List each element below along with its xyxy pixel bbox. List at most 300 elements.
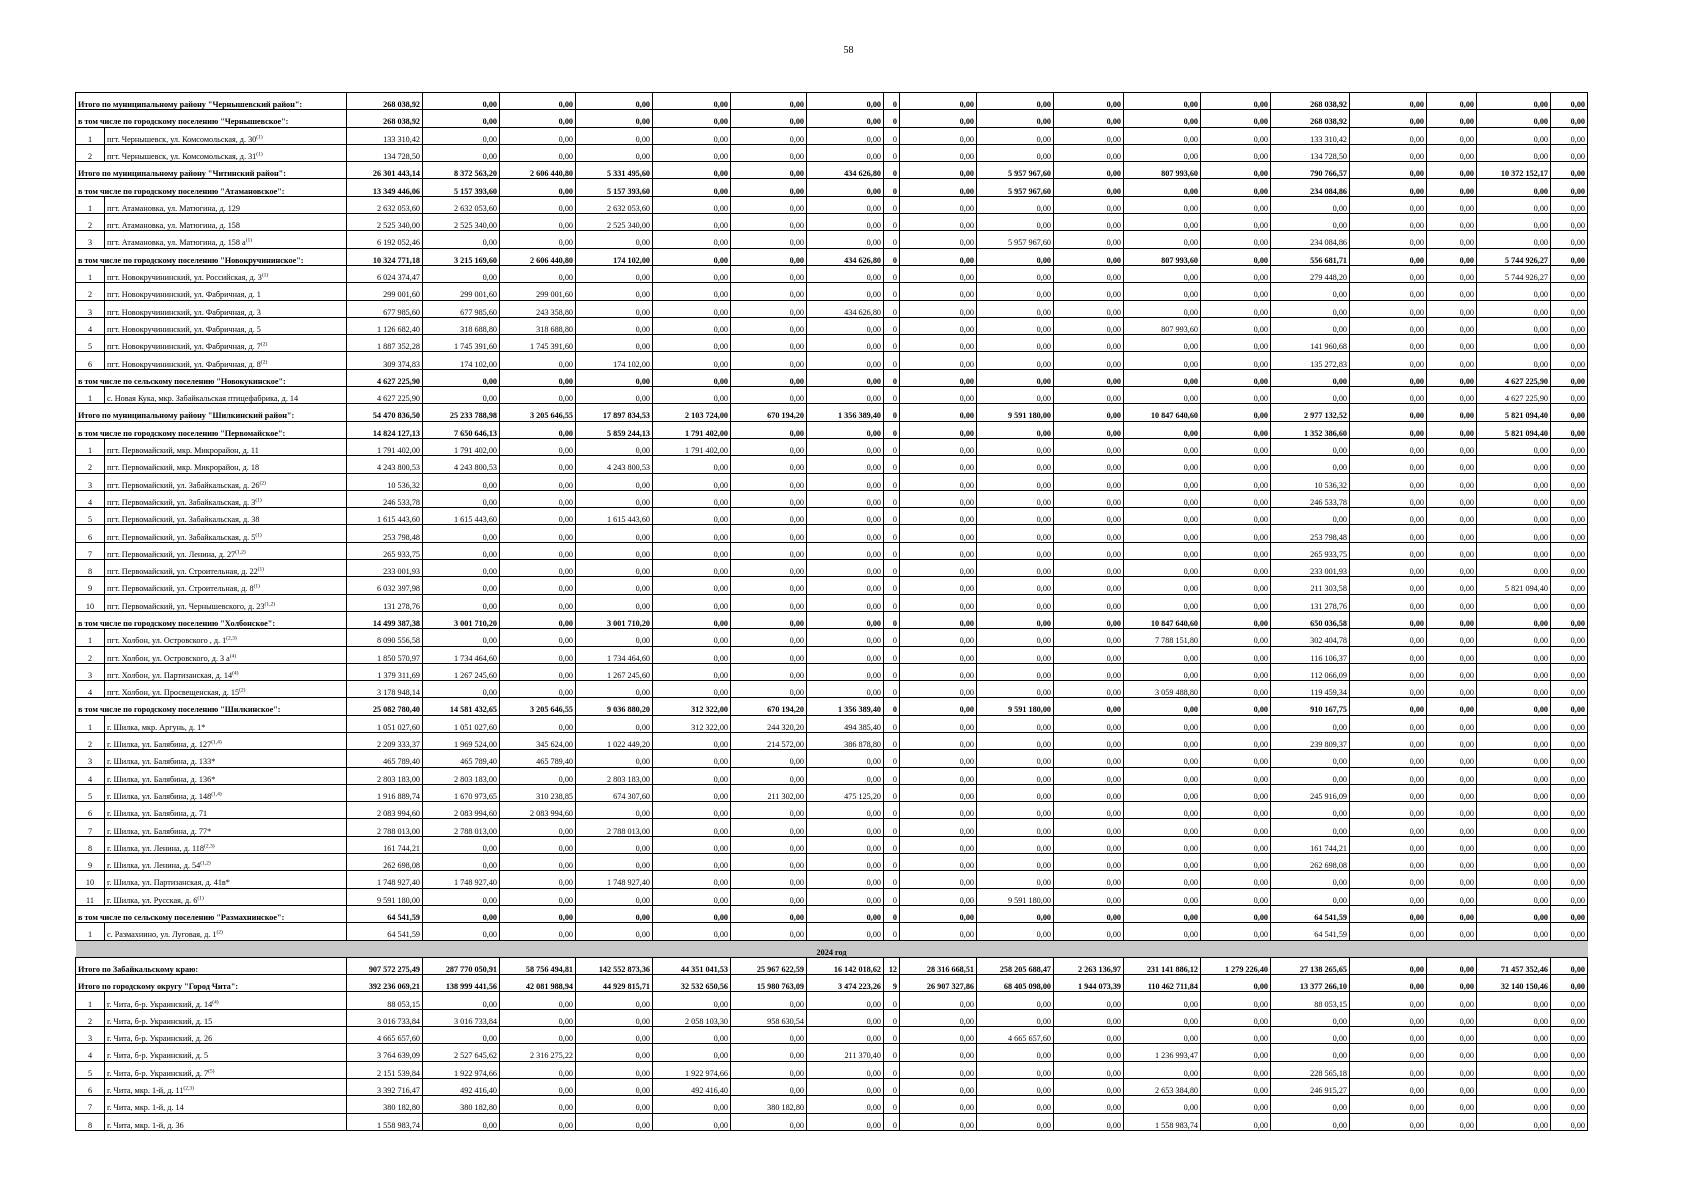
value-cell: 0,00	[1350, 663, 1427, 680]
value-cell: 0,00	[653, 335, 731, 352]
value-cell: 0,00	[900, 750, 977, 767]
value-cell: 0,00	[977, 767, 1054, 784]
table-row	[76, 542, 1588, 559]
value-cell: 0,00	[1124, 456, 1201, 473]
value-cell: 0,00	[1350, 490, 1427, 507]
value-cell: 0,00	[1427, 127, 1477, 144]
value-cell: 0,00	[900, 629, 977, 646]
value-cell: 0,00	[423, 992, 500, 1009]
value-cell: 0,00	[1427, 1009, 1477, 1026]
value-cell: 1 279 226,40	[1201, 957, 1271, 974]
value-cell: 0,00	[1427, 888, 1477, 905]
value-cell: 0,00	[1271, 508, 1350, 525]
value-cell: 556 681,71	[1271, 248, 1350, 265]
value-cell: 0,00	[1201, 905, 1271, 922]
value-cell: 0,00	[977, 854, 1054, 871]
value-cell: 0	[884, 317, 900, 334]
page-number: 58	[843, 45, 854, 56]
value-cell: 0,00	[731, 577, 807, 594]
footnote-marker: (2,3)	[204, 843, 215, 850]
value-cell: 0,00	[1551, 369, 1588, 386]
value-cell: 0,00	[1271, 1009, 1350, 1026]
value-cell: 0,00	[1551, 905, 1588, 922]
value-cell: 0,00	[1201, 352, 1271, 369]
value-cell: 0,00	[731, 248, 807, 265]
value-cell: 0,00	[1477, 1078, 1551, 1095]
row-number: 5	[76, 508, 105, 525]
subtotal-label: в том числе по городскому поселению "Новокручининское":	[76, 248, 347, 265]
value-cell: 0,00	[1054, 369, 1124, 386]
value-cell: 0,00	[1427, 162, 1477, 179]
value-cell: 0,00	[1124, 784, 1201, 801]
row-number: 5	[76, 335, 105, 352]
value-cell: 0,00	[807, 214, 884, 231]
value-cell: 9 591 180,00	[977, 888, 1054, 905]
table-row	[76, 819, 1588, 836]
value-cell: 0,00	[500, 1009, 576, 1026]
value-cell: 0,00	[1054, 231, 1124, 248]
value-cell: 0,00	[653, 750, 731, 767]
value-cell: 0,00	[1124, 871, 1201, 888]
value-cell: 6 032 397,98	[347, 577, 423, 594]
table-row	[76, 802, 1588, 819]
value-cell: 0,00	[1201, 335, 1271, 352]
row-number: 6	[76, 802, 105, 819]
value-cell: 0,00	[731, 300, 807, 317]
value-cell: 0,00	[1477, 525, 1551, 542]
value-cell: 0,00	[1054, 1078, 1124, 1095]
value-cell: 4 627 225,90	[1477, 387, 1551, 404]
value-cell: 0,00	[977, 1113, 1054, 1130]
value-cell: 0,00	[1201, 317, 1271, 334]
value-cell: 26 301 443,14	[347, 162, 423, 179]
value-cell: 0,00	[1350, 231, 1427, 248]
value-cell: 0,00	[807, 542, 884, 559]
table-row	[76, 438, 1588, 455]
value-cell: 0,00	[807, 594, 884, 611]
address-text: пгт. Холбон, ул. Партизанская, д. 14	[107, 670, 233, 680]
value-cell: 2 058 103,30	[653, 1009, 731, 1026]
address-text: пгт. Первомайский, ул. Строительная, д. 22	[107, 567, 258, 577]
value-cell: 0,00	[1054, 1044, 1124, 1061]
value-cell: 1 969 524,00	[423, 732, 500, 749]
address-text: г. Чита, б-р. Украинский, д. 14	[107, 999, 213, 1009]
address-text: с. Размахнино, ул. Луговая, д. 1	[107, 930, 217, 940]
value-cell: 0,00	[1350, 283, 1427, 300]
value-cell: 174 102,00	[576, 352, 653, 369]
value-cell: 2 606 440,80	[500, 162, 576, 179]
value-cell: 0,00	[1124, 888, 1201, 905]
value-cell: 299 001,60	[500, 283, 576, 300]
value-cell: 0,00	[900, 300, 977, 317]
value-cell: 0,00	[1054, 283, 1124, 300]
row-number: 4	[76, 1044, 105, 1061]
value-cell: 0,00	[1201, 594, 1271, 611]
value-cell: 0,00	[977, 577, 1054, 594]
address-text: г. Шилка, ул. Балябина, д. 136*	[107, 774, 216, 784]
row-number: 1	[76, 992, 105, 1009]
value-cell: 0,00	[1427, 646, 1477, 663]
year-header-row	[76, 940, 1588, 957]
footnote-marker: (1)	[261, 272, 269, 279]
value-cell: 0,00	[1477, 283, 1551, 300]
address-text: пгт. Первомайский, ул. Чернышевского, д. 23	[107, 601, 265, 611]
value-cell: 0,00	[423, 1113, 500, 1130]
address-text: пгт. Новокручининский, ул. Фабричная, д. 7	[107, 342, 261, 352]
value-cell: 0,00	[1551, 421, 1588, 438]
value-cell: 0,00	[1054, 335, 1124, 352]
value-cell: 0,00	[576, 542, 653, 559]
value-cell: 0,00	[1350, 196, 1427, 213]
value-cell: 0,00	[900, 715, 977, 732]
table-row	[76, 1061, 1588, 1078]
value-cell: 0,00	[1201, 819, 1271, 836]
value-cell: 0,00	[1551, 300, 1588, 317]
value-cell: 0,00	[1124, 594, 1201, 611]
value-cell: 0,00	[977, 214, 1054, 231]
subtotal-row	[76, 611, 1588, 628]
value-cell: 910 167,75	[1271, 698, 1350, 715]
value-cell: 674 307,60	[576, 784, 653, 801]
value-cell: 0,00	[576, 387, 653, 404]
table-row	[76, 923, 1588, 940]
value-cell: 0,00	[500, 663, 576, 680]
row-number: 2	[76, 456, 105, 473]
value-cell: 312 322,00	[653, 715, 731, 732]
value-cell: 0,00	[731, 421, 807, 438]
value-cell: 0,00	[900, 93, 977, 110]
value-cell: 0,00	[576, 629, 653, 646]
value-cell: 0,00	[977, 93, 1054, 110]
value-cell: 0,00	[423, 594, 500, 611]
value-cell: 2 632 053,60	[347, 196, 423, 213]
address-cell	[105, 300, 347, 317]
value-cell: 0,00	[807, 1096, 884, 1113]
value-cell: 0,00	[731, 283, 807, 300]
value-cell: 0,00	[900, 1096, 977, 1113]
value-cell: 0,00	[900, 784, 977, 801]
value-cell: 0,00	[977, 508, 1054, 525]
value-cell: 5 957 967,60	[977, 231, 1054, 248]
value-cell: 0,00	[653, 110, 731, 127]
value-cell: 0,00	[1201, 110, 1271, 127]
value-cell: 0,00	[1477, 560, 1551, 577]
value-cell: 2 803 183,00	[347, 767, 423, 784]
value-cell: 134 728,50	[347, 144, 423, 161]
value-cell: 0,00	[807, 421, 884, 438]
value-cell: 0,00	[1427, 438, 1477, 455]
value-cell: 0,00	[500, 387, 576, 404]
row-number: 1	[76, 438, 105, 455]
value-cell: 0,00	[423, 905, 500, 922]
value-cell: 0,00	[500, 1096, 576, 1113]
value-cell: 2 803 183,00	[576, 767, 653, 784]
value-cell: 7 788 151,80	[1124, 629, 1201, 646]
address-text: г. Чита, б-р. Украинский, д. 5	[107, 1051, 209, 1061]
value-cell: 0,00	[576, 1009, 653, 1026]
value-cell: 44 351 041,53	[653, 957, 731, 974]
value-cell: 0,00	[807, 144, 884, 161]
value-cell: 0,00	[977, 317, 1054, 334]
value-cell: 10 847 640,60	[1124, 404, 1201, 421]
value-cell: 0,00	[1201, 300, 1271, 317]
table-row	[76, 127, 1588, 144]
value-cell: 0,00	[1201, 525, 1271, 542]
value-cell: 0,00	[500, 490, 576, 507]
value-cell: 0,00	[977, 594, 1054, 611]
value-cell: 64 541,59	[1271, 923, 1350, 940]
value-cell: 8 372 563,20	[423, 162, 500, 179]
address-text: пгт. Холбон, ул. Островского , д. 1	[107, 636, 227, 646]
value-cell: 0,00	[731, 93, 807, 110]
value-cell: 0,00	[423, 542, 500, 559]
value-cell: 434 626,80	[807, 300, 884, 317]
value-cell: 0,00	[1350, 923, 1427, 940]
value-cell: 807 993,60	[1124, 162, 1201, 179]
value-cell: 211 303,58	[1271, 577, 1350, 594]
value-cell: 0,00	[1350, 265, 1427, 282]
value-cell: 0,00	[1054, 387, 1124, 404]
address-text: пгт. Первомайский, ул. Забайкальская, д. 5	[107, 532, 256, 542]
value-cell: 0,00	[1350, 646, 1427, 663]
value-cell: 0,00	[1427, 508, 1477, 525]
value-cell: 0,00	[653, 629, 731, 646]
value-cell: 0,00	[1124, 577, 1201, 594]
value-cell: 1 670 973,65	[423, 784, 500, 801]
value-cell: 1 748 927,40	[576, 871, 653, 888]
value-cell: 0,00	[1201, 438, 1271, 455]
value-cell: 0,00	[653, 179, 731, 196]
value-cell: 3 764 639,09	[347, 1044, 423, 1061]
value-cell: 0,00	[1201, 663, 1271, 680]
value-cell: 0,00	[1124, 905, 1201, 922]
value-cell: 13 349 446,06	[347, 179, 423, 196]
value-cell: 0,00	[1427, 231, 1477, 248]
value-cell: 0,00	[1054, 508, 1124, 525]
value-cell: 0,00	[1350, 369, 1427, 386]
address-text: пгт. Чернышевск, ул. Комсомольская, д. 31	[107, 151, 257, 161]
value-cell: 0,00	[500, 265, 576, 282]
table-row	[76, 715, 1588, 732]
value-cell: 0	[884, 594, 900, 611]
value-cell: 0,00	[731, 265, 807, 282]
value-cell: 5 821 094,40	[1477, 404, 1551, 421]
value-cell: 9 591 180,00	[347, 888, 423, 905]
value-cell: 5 744 926,27	[1477, 265, 1551, 282]
table-row	[76, 300, 1588, 317]
address-cell	[105, 542, 347, 559]
value-cell: 0,00	[1201, 508, 1271, 525]
value-cell: 677 985,60	[347, 300, 423, 317]
value-cell: 5 859 244,13	[576, 421, 653, 438]
address-cell	[105, 387, 347, 404]
value-cell: 0	[884, 525, 900, 542]
value-cell: 0,00	[1054, 715, 1124, 732]
value-cell: 64 541,59	[347, 923, 423, 940]
value-cell: 0	[884, 836, 900, 853]
value-cell: 0,00	[653, 542, 731, 559]
value-cell: 0,00	[977, 144, 1054, 161]
value-cell: 0,00	[576, 802, 653, 819]
value-cell: 2 083 994,60	[347, 802, 423, 819]
value-cell: 0,00	[1201, 975, 1271, 992]
value-cell: 0,00	[1054, 144, 1124, 161]
value-cell: 0,00	[1054, 888, 1124, 905]
value-cell: 0,00	[576, 525, 653, 542]
value-cell: 0,00	[1427, 560, 1477, 577]
value-cell: 0,00	[900, 1044, 977, 1061]
value-cell: 0,00	[731, 905, 807, 922]
value-cell: 0,00	[1124, 369, 1201, 386]
value-cell: 0,00	[576, 93, 653, 110]
subtotal-label: Итого по муниципальному району "Читинский район":	[76, 162, 347, 179]
subtotal-label: Итого по муниципальному району "Чернышевский район":	[76, 93, 347, 110]
value-cell: 0,00	[423, 490, 500, 507]
value-cell: 0,00	[1271, 1096, 1350, 1113]
value-cell: 32 140 150,46	[1477, 975, 1551, 992]
value-cell: 0,00	[1551, 93, 1588, 110]
value-cell: 0,00	[731, 819, 807, 836]
value-cell: 3 205 646,55	[500, 404, 576, 421]
value-cell: 0,00	[1551, 387, 1588, 404]
value-cell: 0,00	[653, 767, 731, 784]
row-number: 10	[76, 594, 105, 611]
address-text: г. Шилка, ул. Русская, д. 6	[107, 895, 198, 905]
value-cell: 0,00	[977, 542, 1054, 559]
table-row	[76, 265, 1588, 282]
value-cell: 0,00	[653, 231, 731, 248]
value-cell: 1 379 311,69	[347, 663, 423, 680]
address-cell	[105, 1027, 347, 1044]
value-cell: 0,00	[900, 214, 977, 231]
value-cell: 0,00	[807, 854, 884, 871]
value-cell: 1 944 073,39	[1054, 975, 1124, 992]
value-cell: 0,00	[977, 836, 1054, 853]
table-row	[76, 335, 1588, 352]
value-cell: 0,00	[977, 127, 1054, 144]
value-cell: 14 581 432,65	[423, 698, 500, 715]
value-cell: 246 533,78	[347, 490, 423, 507]
value-cell: 4 243 800,53	[347, 456, 423, 473]
value-cell: 0,00	[1350, 352, 1427, 369]
value-cell: 0,00	[807, 335, 884, 352]
value-cell: 0,00	[977, 196, 1054, 213]
value-cell: 0,00	[731, 456, 807, 473]
value-cell: 0,00	[1124, 819, 1201, 836]
value-cell: 0,00	[1427, 214, 1477, 231]
value-cell: 345 624,00	[500, 732, 576, 749]
address-text: пгт. Атамановка, ул. Матюгина, д. 129	[107, 203, 240, 213]
address-cell	[105, 473, 347, 490]
value-cell: 0,00	[1551, 1061, 1588, 1078]
value-cell: 0,00	[653, 525, 731, 542]
value-cell: 0,00	[1201, 1113, 1271, 1130]
value-cell: 0,00	[423, 1027, 500, 1044]
value-cell: 0,00	[653, 248, 731, 265]
value-cell: 0,00	[1271, 369, 1350, 386]
value-cell: 0,00	[807, 767, 884, 784]
footnote-marker: (2)	[259, 479, 266, 486]
value-cell: 0,00	[1477, 1044, 1551, 1061]
value-cell: 0,00	[731, 923, 807, 940]
value-cell: 0,00	[1054, 473, 1124, 490]
value-cell: 0,00	[900, 992, 977, 1009]
address-text: г. Шилка, ул. Партизанская, д. 41в*	[107, 878, 230, 888]
value-cell: 0,00	[807, 905, 884, 922]
value-cell: 0,00	[500, 767, 576, 784]
address-text: г. Шилка, ул. Балябина, д. 127	[107, 740, 212, 750]
value-cell: 246 915,27	[1271, 1078, 1350, 1095]
value-cell: 0,00	[423, 127, 500, 144]
value-cell: 0,00	[1551, 317, 1588, 334]
value-cell: 0,00	[1477, 646, 1551, 663]
value-cell: 0,00	[1350, 127, 1427, 144]
value-cell: 0,00	[1124, 1027, 1201, 1044]
value-cell: 0,00	[1054, 1113, 1124, 1130]
value-cell: 4 627 225,90	[347, 387, 423, 404]
table-row	[76, 854, 1588, 871]
table-row	[76, 560, 1588, 577]
value-cell: 0,00	[807, 179, 884, 196]
value-cell: 10 536,32	[1271, 473, 1350, 490]
value-cell: 0,00	[576, 127, 653, 144]
address-text: пгт. Новокручининский, ул. Фабричная, д. 3	[107, 307, 261, 317]
value-cell: 268 038,92	[1271, 110, 1350, 127]
value-cell: 5 157 393,60	[423, 179, 500, 196]
address-text: г. Чита, мкр. 1-й, д. 14	[107, 1103, 184, 1113]
address-cell	[105, 283, 347, 300]
value-cell: 0,00	[807, 750, 884, 767]
value-cell: 0,00	[807, 490, 884, 507]
value-cell: 0,00	[807, 681, 884, 698]
value-cell: 0,00	[1427, 802, 1477, 819]
value-cell: 0,00	[423, 473, 500, 490]
address-text: г. Шилка, ул. Балябина, д. 133*	[107, 757, 216, 767]
value-cell: 0,00	[1054, 127, 1124, 144]
value-cell: 0,00	[1350, 560, 1427, 577]
value-cell: 0,00	[653, 992, 731, 1009]
value-cell: 0,00	[1551, 542, 1588, 559]
value-cell: 0,00	[1054, 248, 1124, 265]
value-cell: 262 698,08	[1271, 854, 1350, 871]
value-cell: 0,00	[1477, 542, 1551, 559]
value-cell: 0,00	[423, 387, 500, 404]
value-cell: 0,00	[900, 144, 977, 161]
value-cell: 0,00	[1477, 179, 1551, 196]
value-cell: 0,00	[1427, 421, 1477, 438]
value-cell: 6 192 052,46	[347, 231, 423, 248]
value-cell: 0,00	[900, 663, 977, 680]
address-cell	[105, 438, 347, 455]
value-cell: 0,00	[1477, 611, 1551, 628]
value-cell: 253 798,48	[1271, 525, 1350, 542]
value-cell: 0,00	[1551, 819, 1588, 836]
value-cell: 0,00	[1271, 767, 1350, 784]
value-cell: 0,00	[1054, 214, 1124, 231]
value-cell: 0,00	[1201, 162, 1271, 179]
value-cell: 9 036 880,20	[576, 698, 653, 715]
value-cell: 0,00	[1350, 525, 1427, 542]
row-number: 4	[76, 317, 105, 334]
value-cell: 670 194,20	[731, 404, 807, 421]
value-cell: 0,00	[1201, 283, 1271, 300]
value-cell: 64 541,59	[1271, 905, 1350, 922]
row-number: 7	[76, 542, 105, 559]
value-cell: 0,00	[900, 1061, 977, 1078]
value-cell: 0	[884, 404, 900, 421]
value-cell: 0,00	[1350, 387, 1427, 404]
value-cell: 0	[884, 715, 900, 732]
